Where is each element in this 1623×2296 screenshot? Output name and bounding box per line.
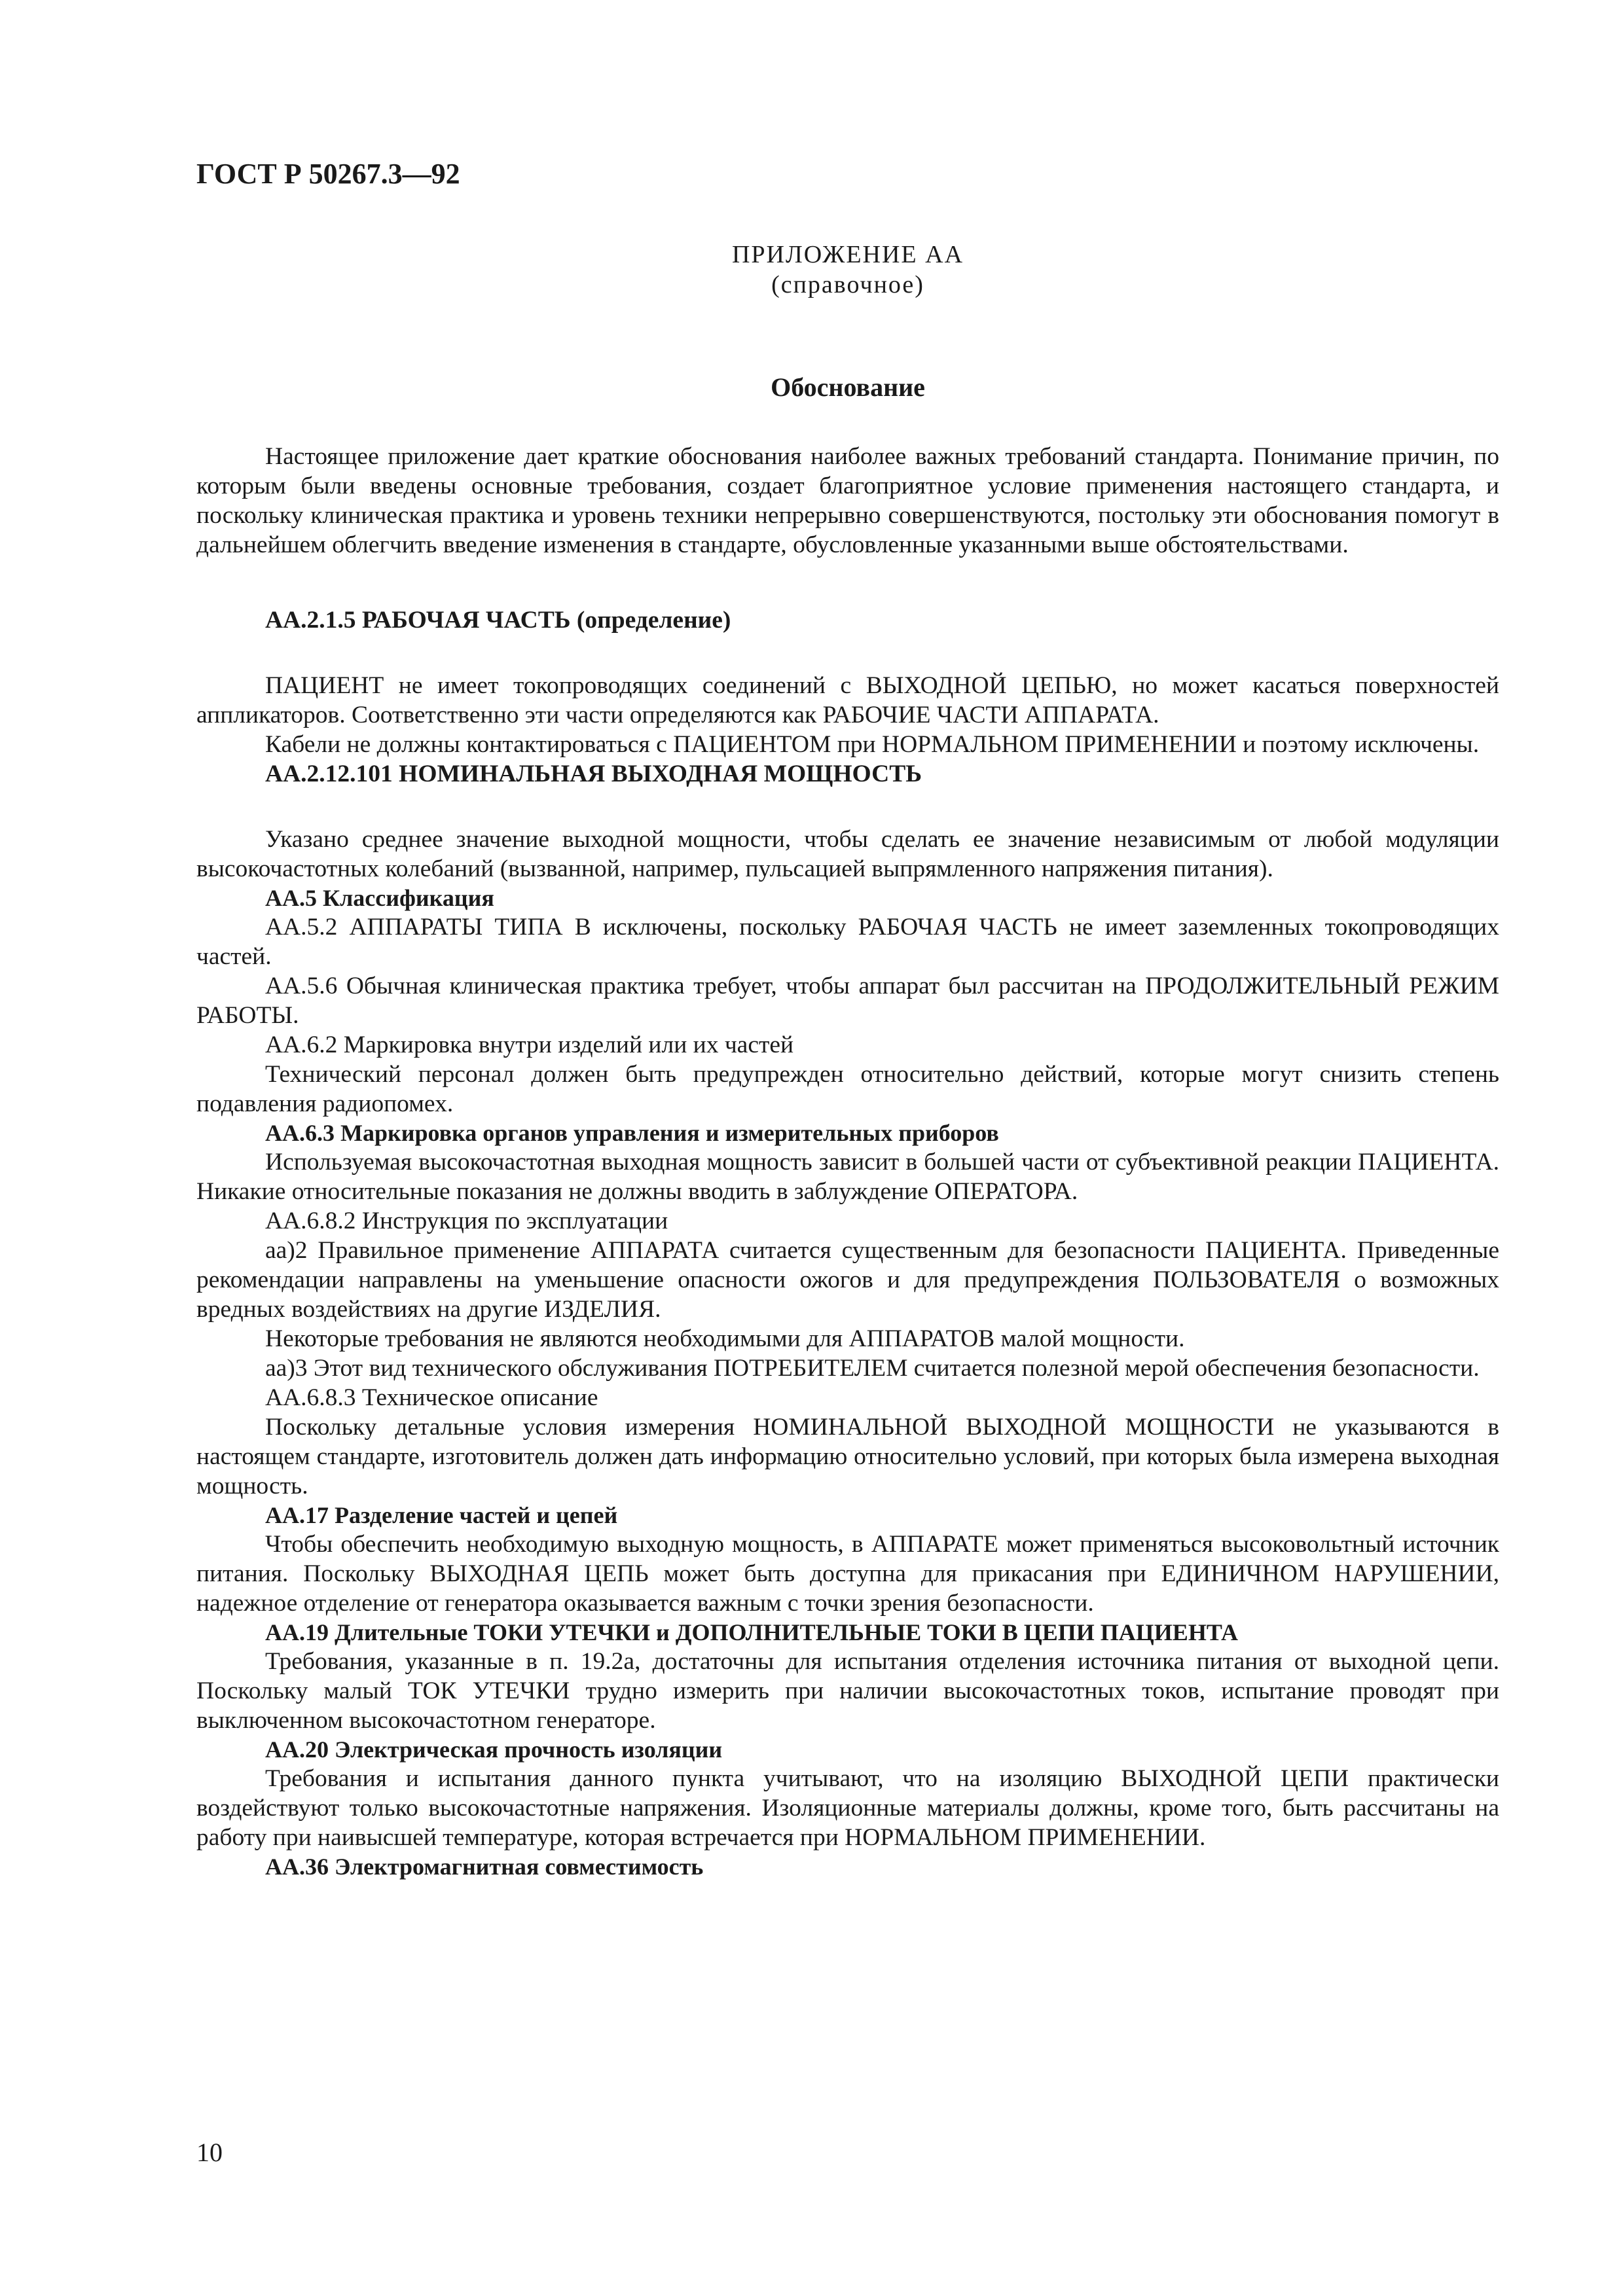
section-body-aa-2-12-101 — [196, 825, 1499, 884]
paragraph: Технический персонал должен быть предупрежден относительно действий, которые могут снизить степень подавления радиопомех. — [196, 1061, 1499, 1117]
paragraph: ПАЦИЕНТ не имеет токопроводящих соединений с ВЫХОДНОЙ ЦЕПЬЮ, но может касаться поверхностей аппликаторов. Соответственно эти части определяются как РАБОЧИЕ ЧАСТИ АППАРАТА. — [196, 672, 1499, 728]
page-number: 10 — [196, 2138, 223, 2167]
section-heading-aa-20: АА.20 Электрическая прочность изоляции — [265, 1736, 723, 1763]
section-body-aa-6-3 — [196, 1147, 1499, 1501]
paragraph: АА.6.8.3 Техническое описание — [265, 1384, 598, 1411]
section-heading-aa-6-3: АА.6.3 Маркировка органов управления и измерительных приборов — [265, 1120, 999, 1146]
paragraph: АА.5.6 Обычная клиническая практика требует, чтобы аппарат был рассчитан на ПРОДОЛЖИТЕЛЬНЫЙ РЕЖИМ РАБОТЫ. — [196, 973, 1499, 1029]
paragraph: Требования, указанные в п. 19.2а, достаточны для испытания отделения источника питания от выходной цепи. Поскольку малый ТОК УТЕЧКИ трудно измерить при наличии высокочастотных токов, испытание проводят при выключенном высокочастотном генераторе. — [196, 1648, 1499, 1734]
paragraph: Некоторые требования не являются необходимыми для АППАРАТОВ малой мощности. — [265, 1325, 1185, 1352]
section-body-aa-19 — [196, 1647, 1499, 1735]
paragraph: АА.6.2 Маркировка внутри изделий или их частей — [265, 1031, 794, 1058]
appendix-header — [196, 240, 1499, 300]
section-heading-aa-2-12-101: АА.2.12.101 НОМИНАЛЬНАЯ ВЫХОДНАЯ МОЩНОСТЬ — [265, 761, 922, 787]
appendix-title: ПРИЛОЖЕНИЕ АА — [731, 241, 964, 268]
appendix-subtitle: (справочное) — [771, 271, 924, 298]
paragraph: аа)3 Этот вид технического обслуживания ПОТРЕБИТЕЛЕМ считается полезной мерой обеспечения безопасности. — [265, 1355, 1480, 1382]
paragraph: Чтобы обеспечить необходимую выходную мощность, в АППАРАТЕ может применяться высоковольтный источник питания. Поскольку ВЫХОДНАЯ ЦЕПЬ может быть доступна для прикасания при ЕДИНИЧНОМ НАРУШЕНИИ, надежное отделение от генератора оказывается важным с точки зрения безопасности. — [196, 1531, 1499, 1617]
paragraph: Требования и испытания данного пункта учитывают, что на изоляцию ВЫХОДНОЙ ЦЕПИ практически воздействуют только высокочастотные напряжения. Изоляционные материалы должны, кроме того, быть рассчитаны на работу при наивысшей температуре, которая встречается при НОРМАЛЬНОМ ПРИМЕНЕНИИ. — [196, 1765, 1499, 1851]
section-body-aa-2-1-5 — [196, 671, 1499, 759]
section-heading-aa-36: АА.36 Электромагнитная совместимость — [265, 1854, 704, 1880]
section-body-aa-20 — [196, 1764, 1499, 1852]
section-heading-aa-17: АА.17 Разделение частей и цепей — [265, 1502, 618, 1528]
section-heading-aa-19: АА.19 Длительные ТОКИ УТЕЧКИ и ДОПОЛНИТЕЛЬНЫЕ ТОКИ В ЦЕПИ ПАЦИЕНТА — [265, 1619, 1239, 1645]
paragraph: аа)2 Правильное применение АППАРАТА считается существенным для безопасности ПАЦИЕНТА. Приведенные рекомендации направлены на уменьшение опасности ожогов и для предупреждения ПОЛЬЗОВАТЕЛЯ о возможных вредных воздействиях на другие ИЗДЕЛИЯ. — [196, 1237, 1499, 1323]
paragraph: АА.6.8.2 Инструкция по эксплуатации — [265, 1208, 668, 1234]
paragraph: Поскольку детальные условия измерения НОМИНАЛЬНОЙ ВЫХОДНОЙ МОЩНОСТИ не указываются в настоящем стандарте, изготовитель должен дать информацию относительно условий, при которых была измерена выходная мощность. — [196, 1414, 1499, 1499]
intro-paragraph: Настоящее приложение дает краткие обоснования наиболее важных требований стандарта. Понимание причин, по которым были введены основные требования, создает благоприятное условие применения настоящего стандарта, и поскольку клиническая практика и уровень техники непрерывно совершенствуются, постольку эти обоснования помогут в дальнейшем облегчить введение изменения в стандарте, обусловленные указанными выше обстоятельствами. — [196, 443, 1499, 558]
section-body-aa-17 — [196, 1530, 1499, 1618]
document-page — [196, 157, 1499, 2238]
paragraph: Используемая высокочастотная выходная мощность зависит в большей части от субъективной реакции ПАЦИЕНТА. Никакие относительные показания не должны вводить в заблуждение ОПЕРАТОРА. — [196, 1149, 1499, 1205]
section-title: Обоснование — [771, 372, 925, 402]
section-body-aa-5 — [196, 912, 1499, 1119]
paragraph: АА.5.2 АППАРАТЫ ТИПА В исключены, поскольку РАБОЧАЯ ЧАСТЬ не имеет заземленных токопроводящих частей. — [196, 914, 1499, 970]
standard-number: ГОСТ Р 50267.3—92 — [196, 158, 460, 190]
section-heading-aa-5: АА.5 Классификация — [265, 885, 494, 911]
paragraph: Указано среднее значение выходной мощности, чтобы сделать ее значение независимым от любой модуляции высокочастотных колебаний (вызванной, например, пульсацией выпрямленного напряжения питания). — [196, 826, 1499, 882]
paragraph: Кабели не должны контактироваться с ПАЦИЕНТОМ при НОРМАЛЬНОМ ПРИМЕНЕНИИ и поэтому исключены. — [265, 731, 1480, 758]
section-heading-aa-2-1-5: АА.2.1.5 РАБОЧАЯ ЧАСТЬ (определение) — [265, 607, 731, 634]
